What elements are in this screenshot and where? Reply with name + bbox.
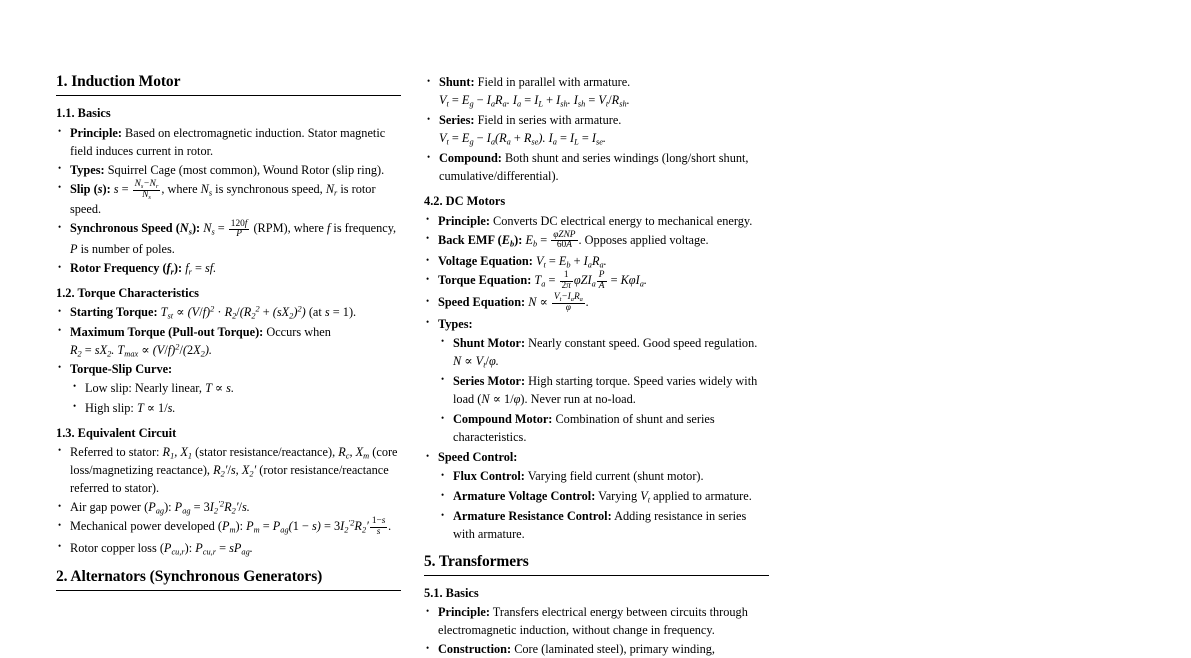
list-item: • Series Motor: High starting torque. Speed varies widely with load (N ∝ 1/φ). Never run at no-load. — [438, 372, 769, 408]
subsection-heading-1-3: 1.3. Equivalent Circuit — [56, 425, 177, 440]
item-text: Based on electromagnetic induction. Stator magnetic field induces current in rotor. — [70, 125, 386, 158]
bullet-list-basics — [56, 124, 401, 278]
item-text: Referred to stator: — [70, 444, 163, 459]
math-shunt: $V_t = E_g - I_aR_a$. $I_a = I_L + I_{sh}$. $I_{sh} = V_t/R_{sh}$. — [439, 93, 630, 109]
math-rotor-freq: $f_r$ = sf. — [185, 261, 217, 277]
list-item — [424, 293, 769, 314]
item-label: Principle: — [438, 213, 490, 228]
list-item — [424, 271, 769, 292]
list-item — [56, 259, 401, 277]
item-label: Slip (s): — [70, 181, 111, 196]
list-item: • Armature Voltage Control: Varying $V_t$ applied to armature. — [438, 487, 769, 505]
subsection-torque-characteristics — [56, 285, 401, 417]
item-label: Types: — [70, 162, 105, 177]
list-item: • Slip (s): s = $\frac{N_s-N_r}{N_s}$ , where $N_s$ is synchronous speed, $N_r$ is rotor speed. — [56, 180, 401, 219]
item-label: Compound Motor: — [453, 412, 553, 427]
item-label: Starting Torque: — [70, 305, 158, 320]
sub-bullet-list-torque-slip — [70, 379, 401, 417]
item-label: Construction: — [438, 642, 512, 657]
heading-rule — [56, 590, 401, 591]
item-label: Flux Control: — [453, 469, 525, 484]
item-text: (rotor resistance/reactance referred to stator). — [70, 463, 389, 496]
continued-dc-generator-types — [424, 73, 769, 185]
bullet-list-equivalent-circuit — [56, 443, 401, 557]
item-label: Torque Equation: — [438, 273, 532, 288]
section-transformers — [424, 552, 769, 658]
section-heading-2: 2. Alternators (Synchronous Generators) — [56, 567, 323, 585]
sub-bullet-list-generator-types — [424, 73, 769, 185]
subsection-heading-5-1: 5.1. Basics — [424, 585, 479, 600]
item-text: ). Never run at no-load. — [520, 392, 636, 407]
math-series: $V_t = E_g - I_a(R_a + R_{se})$. $I_a = I_L = I_{se}$. — [439, 131, 606, 147]
heading-rule — [424, 575, 769, 576]
math-rotor-copper-loss: $P_{cu,r} = sP_{ag}$. — [195, 540, 253, 557]
item-label: Speed Control: — [438, 450, 518, 465]
item-label: Compound: — [439, 151, 502, 166]
item-text: is synchronous speed, — [212, 181, 326, 196]
list-item — [56, 360, 401, 417]
subsection-heading-1-1: 1.1. Basics — [56, 106, 111, 121]
item-label: Speed Equation: — [438, 295, 526, 310]
item-label: Rotor Frequency $(f_r)$: — [70, 261, 183, 277]
item-text: ): — [164, 500, 175, 515]
item-label: Types: — [438, 316, 473, 331]
math-slip: s = $\frac{N_s-N_r}{N_s}$ — [113, 178, 159, 201]
math-sync-speed: $N_s$ = $\frac{120f}{P}$ — [203, 218, 248, 240]
item-text: (stator resistance/reactance), — [192, 444, 339, 459]
item-label: Torque-Slip Curve: — [70, 361, 173, 376]
item-label: Series Motor: — [453, 373, 526, 388]
item-text: Adding resistance in series with armature. — [453, 509, 747, 542]
section-heading-1: 1. Induction Motor — [56, 73, 181, 90]
math-speed-equation: N ∝ $\frac{V_t-I_aR_a}{\varphi}$ . — [528, 292, 589, 313]
list-item: • High slip: T ∝ 1/s. — [70, 399, 401, 417]
item-label: Maximum Torque (Pull-out Torque): — [70, 324, 264, 339]
list-item — [424, 252, 769, 270]
section-heading-5: 5. Transformers — [424, 552, 529, 570]
item-text: is rotor speed. — [70, 181, 376, 217]
item-text: High starting torque. Speed varies widely with load ( — [453, 373, 758, 407]
list-item — [424, 640, 769, 658]
math-air-gap-power: $P_{ag} = 3I_2^{'2}R_2'/s$. — [174, 499, 250, 516]
list-item — [438, 507, 769, 543]
list-item — [424, 231, 769, 252]
heading-rule — [56, 95, 401, 96]
item-text: ). — [348, 305, 357, 320]
list-item — [424, 212, 769, 230]
math-starting-torque: $T_{st} \propto (V/f)^2 \cdot R_2/(R_2^2 + (sX_2)^2)$ — [160, 305, 306, 321]
item-text: (RPM), where — [250, 221, 327, 236]
list-item — [424, 315, 769, 446]
item-text: Squirrel Cage (most common), Wound Rotor (slip ring). — [107, 162, 385, 177]
item-text: Combination of shunt and series characteristics. — [453, 412, 715, 445]
list-item: • Referred to stator: $R_1$, $X_1$ (stator resistance/reactance), $R_c$, $X_m$ (core loss/magnetizing reactance), $R_2'/s$, $X_2'$ (rotor resistance/reactance referred to stator). — [56, 443, 401, 497]
item-text: Air gap power ( — [70, 500, 149, 515]
item-text: Field in parallel with armature. — [477, 75, 631, 89]
item-text: Transfers electrical energy between circuits through electromagnetic induction, without change in frequency. — [438, 605, 748, 638]
item-text: Varying — [598, 489, 641, 504]
list-item — [424, 149, 769, 185]
subsection-equivalent-circuit — [56, 425, 401, 557]
item-text: applied to armature. — [650, 489, 752, 504]
section-induction-motor — [56, 72, 401, 557]
math-back-emf: $E_b$ = $\frac{\text{φZNP}}{60A}$ — [525, 229, 576, 251]
bullet-list-torque — [56, 303, 401, 416]
item-text: Core (laminated steel), primary winding, — [514, 642, 715, 657]
two-column-layout — [56, 72, 768, 657]
item-text: . Opposes applied voltage. — [578, 232, 709, 247]
math-max-torque: $R_2 = sX_2$. $T_{max} \propto (V/f)^2/(2X_2)$. — [70, 342, 212, 358]
list-item: • Synchronous Speed $(N_s)$: $N_s$ = $\frac{120f}{P}$ (RPM), where f is frequency, P is number of poles. — [56, 219, 401, 258]
item-label: Synchronous Speed $(N_s)$: — [70, 221, 201, 237]
item-text: Field in series with armature. — [477, 113, 622, 128]
list-item: • Air gap power $(P_{ag})$: $P_{ag} = 3I_2^{'2}R_2'/s$. — [56, 498, 401, 516]
item-text: (at — [305, 305, 325, 320]
item-label: Shunt: — [439, 75, 475, 89]
item-text: Varying field current (shunt motor). — [527, 469, 704, 484]
item-text: Rotor copper loss ( — [70, 540, 164, 555]
list-item — [438, 467, 769, 485]
list-item — [424, 603, 769, 639]
list-item — [56, 161, 401, 179]
item-label: Armature Voltage Control: — [453, 489, 596, 504]
list-item — [424, 73, 769, 109]
list-item: • Starting Torque: $T_{st} \propto (V/f)^2 \cdot R_2/(R_2^2 + (sX_2)^2)$ (at s = 1). — [56, 303, 401, 321]
list-item — [438, 410, 769, 446]
item-label: Principle: — [70, 125, 122, 140]
item-label: Shunt Motor: — [453, 335, 526, 350]
math-mechanical-power: $P_m = P_{ag}(1 - s) = 3I_2^{'2}R_2'$ $\frac{1-s}{s}$ . — [246, 516, 392, 538]
subsection-basics — [56, 105, 401, 277]
list-item: • Mechanical power developed $(P_m)$: $P_m = P_{ag}(1 - s) = 3I_2^{'2}R_2'$ $\frac{1-s}{s}$ . — [56, 517, 401, 538]
sub-bullet-list-speed-control — [438, 467, 769, 543]
item-text: is number of poles. — [77, 242, 175, 257]
item-text: Both shunt and series windings (long/short shunt, cumulative/differential). — [439, 151, 749, 184]
item-text: High slip: — [85, 400, 137, 415]
item-text: Mechanical power developed ( — [70, 519, 222, 534]
subsection-heading-1-2: 1.2. Torque Characteristics — [56, 286, 199, 301]
item-text: Converts DC electrical energy to mechanical energy. — [493, 213, 753, 228]
list-item: • Rotor copper loss $(P_{cu,r})$: $P_{cu,r} = sP_{ag}$. — [56, 539, 401, 557]
item-label: Series: — [439, 113, 475, 128]
subsection-dc-motors — [424, 193, 769, 543]
item-label: Voltage Equation: — [438, 254, 533, 269]
item-label: Back EMF $(E_b)$: — [438, 232, 523, 248]
item-text: (core loss/magnetizing reactance), — [70, 444, 398, 477]
item-text: Nearly constant speed. Good speed regulation. — [528, 335, 758, 350]
subsection-heading-4-2: 4.2. DC Motors — [424, 194, 506, 209]
list-item: • Low slip: Nearly linear, T ∝ s. — [70, 379, 401, 397]
left-column — [56, 72, 401, 632]
item-text: , where — [161, 181, 201, 196]
item-text: Occurs when — [266, 324, 331, 339]
section-alternators — [56, 567, 401, 591]
item-text: Low slip: Nearly linear, — [85, 380, 206, 395]
right-column — [424, 72, 769, 657]
item-text: ): — [184, 540, 196, 555]
list-item — [424, 111, 769, 147]
item-label: Armature Resistance Control: — [453, 509, 612, 524]
list-item — [424, 448, 769, 543]
item-text: ): — [235, 519, 247, 534]
item-text: is frequency, — [330, 221, 397, 236]
bullet-list-dc-motors — [424, 212, 769, 544]
bullet-list-transformer-basics — [424, 603, 769, 658]
math-voltage-equation: $V_t = E_b + I_aR_a$. — [535, 254, 607, 270]
list-item: • Shunt Motor: Nearly constant speed. Good speed regulation. $N \propto V_t/\varphi$. — [438, 334, 769, 370]
list-item — [56, 124, 401, 160]
subsection-transformer-basics — [424, 585, 769, 658]
list-item — [56, 323, 401, 359]
sub-bullet-list-motor-types — [438, 334, 769, 446]
item-label: Principle: — [438, 605, 490, 620]
math-torque-equation: $T_a$ = $\frac{1}{2\pi}$ φZI$_a$ $\frac{P}{A}$ = KφI$_a$. — [534, 270, 647, 292]
